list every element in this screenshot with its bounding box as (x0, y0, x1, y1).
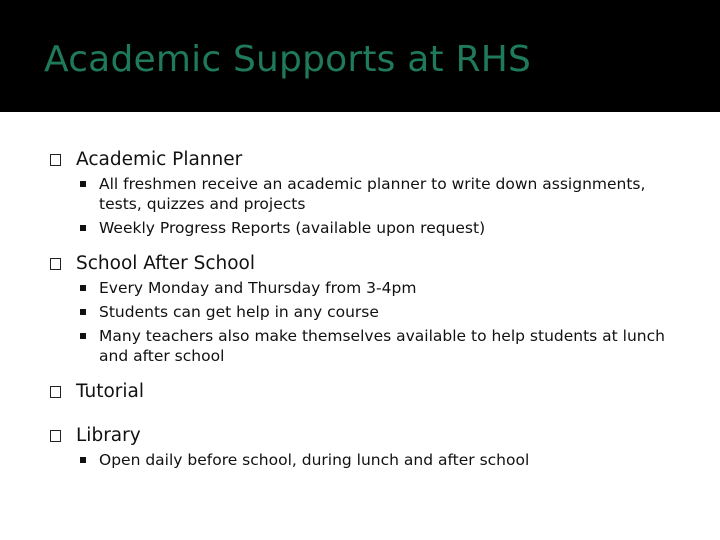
section-tutorial (50, 380, 680, 404)
square-bullet-icon (80, 309, 86, 315)
sub-bullet-list (50, 174, 680, 238)
square-bullet-icon (80, 285, 86, 291)
section-heading-row (50, 252, 680, 276)
sub-bullet-list (50, 278, 680, 366)
list-item (50, 326, 680, 366)
checkbox-icon (50, 386, 61, 398)
section-heading-row (50, 424, 680, 448)
slide-title: Academic Supports at RHS (44, 39, 532, 80)
list-item (50, 278, 680, 298)
list-item-text: Students can get help in any course (99, 303, 379, 321)
section-heading: School After School (76, 253, 256, 274)
list-item (50, 450, 680, 470)
list-item (50, 302, 680, 322)
section-heading: Library (76, 425, 141, 446)
list-item-text: Every Monday and Thursday from 3-4pm (99, 279, 417, 297)
list-item-text: All freshmen receive an academic planner to write down assignments, tests, quizzes and projects (99, 175, 646, 213)
section-library (50, 424, 680, 470)
list-item-text: Many teachers also make themselves available to help students at lunch and after school (99, 327, 665, 365)
section-heading: Tutorial (76, 381, 145, 402)
slide-content (50, 148, 680, 484)
section-heading-row (50, 148, 680, 172)
square-bullet-icon (80, 333, 86, 339)
checkbox-icon (50, 154, 61, 166)
list-item-text: Open daily before school, during lunch and after school (99, 451, 530, 469)
section-school-after-school (50, 252, 680, 366)
list-item (50, 218, 680, 238)
checkbox-icon (50, 430, 61, 442)
section-heading-row (50, 380, 680, 404)
sub-bullet-list (50, 450, 680, 470)
section-heading: Academic Planner (76, 149, 243, 170)
checkbox-icon (50, 258, 61, 270)
square-bullet-icon (80, 457, 86, 463)
title-bar (0, 0, 720, 112)
list-item (50, 174, 680, 214)
section-academic-planner (50, 148, 680, 238)
square-bullet-icon (80, 225, 86, 231)
square-bullet-icon (80, 181, 86, 187)
list-item-text: Weekly Progress Reports (available upon request) (99, 219, 486, 237)
